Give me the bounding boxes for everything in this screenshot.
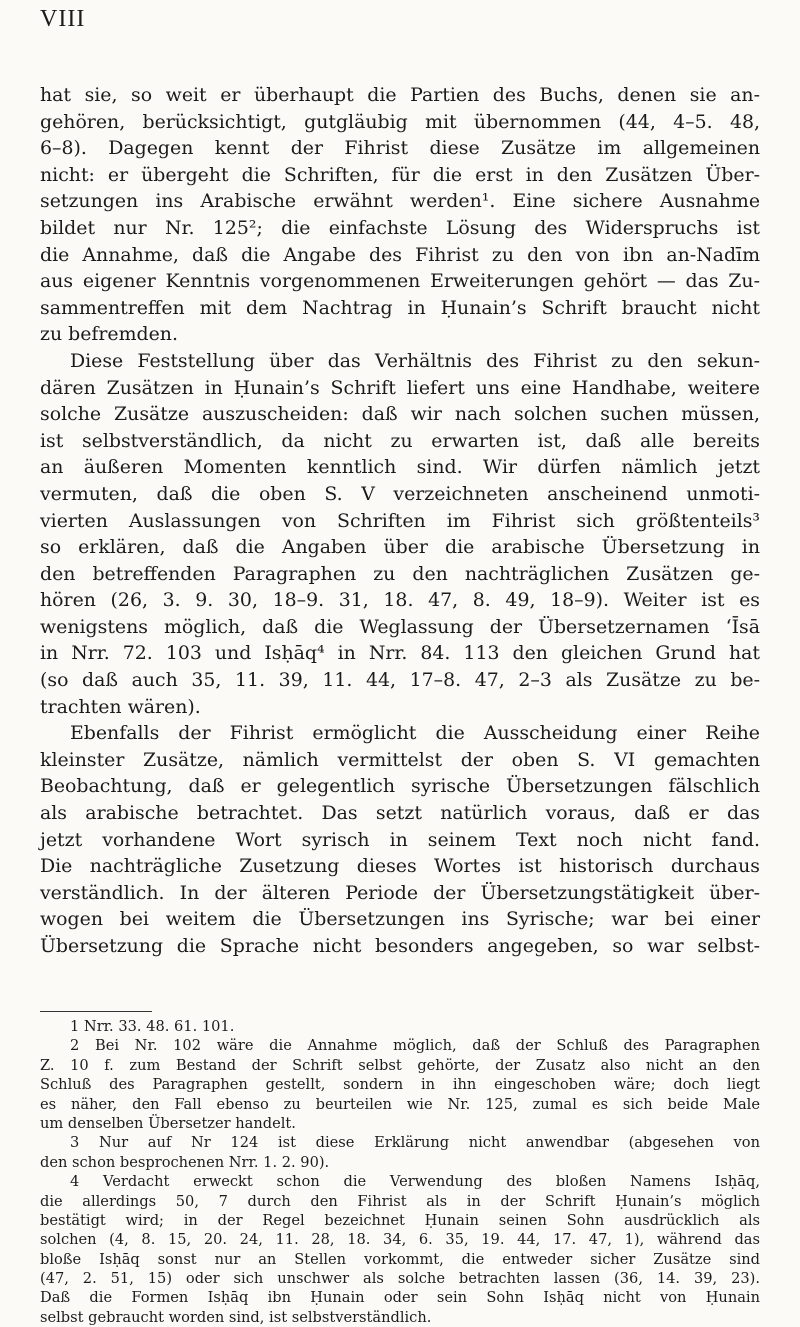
text-line: Die nachträgliche Zusetzung dieses Wortes ist historisch durchaus xyxy=(40,855,760,878)
text-line: vierten Auslassungen von Schriften im Fihrist sich größtenteils³ xyxy=(40,509,760,532)
text-line: ist selbstverständlich, da nicht zu erwarten ist, daß alle bereits xyxy=(40,429,760,452)
text-line: Beobachtung, daß er gelegentlich syrische Übersetzungen fälschlich xyxy=(40,775,760,798)
footnote-line: um denselben Übersetzer handelt. xyxy=(40,1114,296,1132)
page-number: VIII xyxy=(40,6,86,32)
footnote-line: (47, 2. 51, 15) oder sich unschwer als solche betrachten lassen (36, 14. 39, 23). xyxy=(40,1270,760,1288)
footnotes xyxy=(40,1017,760,1327)
text-line: dären Zusätzen in Ḥunain’s Schrift liefert uns eine Handhabe, weitere xyxy=(40,376,760,399)
text-line: jetzt vorhandene Wort syrisch in seinem Text noch nicht fand. xyxy=(40,828,760,851)
text-line: wogen bei weitem die Übersetzungen ins Syrische; war bei einer xyxy=(40,908,760,931)
text-line: gehören, berücksichtigt, gutgläubig mit übernommen (44, 4–5. 48, xyxy=(40,110,760,133)
footnote-line: Daß die Formen Isḥāq ibn Ḥunain oder sein Sohn Isḥāq nicht von Ḥunain xyxy=(40,1289,760,1307)
footnote-line: 4 Verdacht erweckt schon die Verwendung des bloßen Namens Isḥāq, xyxy=(70,1173,760,1191)
text-line: hat sie, so weit er überhaupt die Partien des Buchs, denen sie an- xyxy=(40,84,760,106)
footnote-line: solchen (4, 8. 15, 20. 24, 11. 28, 18. 34, 6. 35, 19. 44, 17. 47, 1), während das xyxy=(40,1231,760,1249)
footnote-line: 3 Nur auf Nr 124 ist diese Erklärung nicht anwendbar (abgesehen von xyxy=(70,1134,760,1152)
text-line: nicht: er übergeht die Schriften, für die erst in den Zusätzen Über- xyxy=(40,163,760,186)
text-line: (so daß auch 35, 11. 39, 11. 44, 17–8. 47, 2–3 als Zusätze zu be- xyxy=(40,669,760,692)
text-line: kleinster Zusätze, nämlich vermittelst der oben S. VI gemachten xyxy=(40,748,760,771)
text-line: Ebenfalls der Fihrist ermöglicht die Ausscheidung einer Reihe xyxy=(70,722,760,745)
text-line: sammentreffen mit dem Nachtrag in Ḥunain’s Schrift braucht nicht xyxy=(40,296,760,319)
text-line: aus eigener Kenntnis vorgenommenen Erweiterungen gehört — das Zu- xyxy=(40,270,760,293)
text-line: vermuten, daß die oben S. V verzeichneten anscheinend unmoti- xyxy=(40,482,760,505)
footnote-line: es näher, den Fall ebenso zu beurteilen wie Nr. 125, zumal es sich beide Male xyxy=(40,1095,760,1113)
footnote-line: Schluß des Paragraphen gestellt, sondern in ihn eingeschoben wäre; doch liegt xyxy=(40,1076,760,1094)
footnote-divider xyxy=(40,1011,152,1012)
text-line: den betreffenden Paragraphen zu den nachträglichen Zusätzen ge- xyxy=(40,562,760,585)
footnote-line: die allerdings 50, 7 durch den Fihrist als in der Schrift Ḥunain’s möglich xyxy=(40,1192,760,1210)
text-line: als arabische betrachtet. Das setzt natürlich voraus, daß er das xyxy=(40,802,760,825)
text-line: setzungen ins Arabische erwähnt werden¹. Eine sichere Ausnahme xyxy=(40,190,760,213)
text-line: in Nrr. 72. 103 und Isḥāq⁴ in Nrr. 84. 113 den gleichen Grund hat xyxy=(40,642,760,665)
footnote-line: 1 Nrr. 33. 48. 61. 101. xyxy=(70,1018,235,1035)
footnote-line: 2 Bei Nr. 102 wäre die Annahme möglich, daß der Schluß des Paragraphen xyxy=(70,1037,760,1055)
text-line: wenigstens möglich, daß die Weglassung der Übersetzernamen ‘Īsā xyxy=(40,615,760,638)
text-line: verständlich. In der älteren Periode der Übersetzungstätigkeit über- xyxy=(40,881,760,904)
text-line: Diese Feststellung über das Verhältnis des Fihrist zu den sekun- xyxy=(70,349,760,372)
text-line: 6–8). Dagegen kennt der Fihrist diese Zusätze im allgemeinen xyxy=(40,137,760,160)
text-line: zu befremden. xyxy=(40,323,178,346)
text-line: trachten wären). xyxy=(40,695,201,718)
text-line: Übersetzung die Sprache nicht besonders angegeben, so war selbst- xyxy=(40,935,760,957)
footnote-line: bestätigt wird; in der Regel bezeichnet Ḥunain seinen Sohn ausdrücklich als xyxy=(40,1211,760,1229)
text-line: so erklären, daß die Angaben über die arabische Übersetzung in xyxy=(40,536,760,559)
text-line: hören (26, 3. 9. 30, 18–9. 31, 18. 47, 8. 49, 18–9). Weiter ist es xyxy=(40,589,760,612)
footnote-line: Z. 10 f. zum Bestand der Schrift selbst gehörte, der Zusatz also nicht an den xyxy=(40,1056,760,1074)
footnote-line: den schon besprochenen Nrr. 1. 2. 90). xyxy=(40,1153,330,1171)
text-line: solche Zusätze auszuscheiden: daß wir nach solchen suchen müssen, xyxy=(40,403,760,426)
text-line: die Annahme, daß die Angabe des Fihrist zu den von ibn an-Nadīm xyxy=(40,243,760,266)
footnote-line: selbst gebraucht worden sind, ist selbstverständlich. xyxy=(40,1308,432,1326)
text-line: bildet nur Nr. 125²; die einfachste Lösung des Widerspruchs ist xyxy=(40,216,760,239)
main-text xyxy=(40,82,760,960)
footnote-line: bloße Isḥāq sonst nur an Stellen vorkommt, die entweder sicher Zusätze sind xyxy=(40,1250,760,1268)
text-line: an äußeren Momenten kenntlich sind. Wir dürfen nämlich jetzt xyxy=(40,456,760,479)
